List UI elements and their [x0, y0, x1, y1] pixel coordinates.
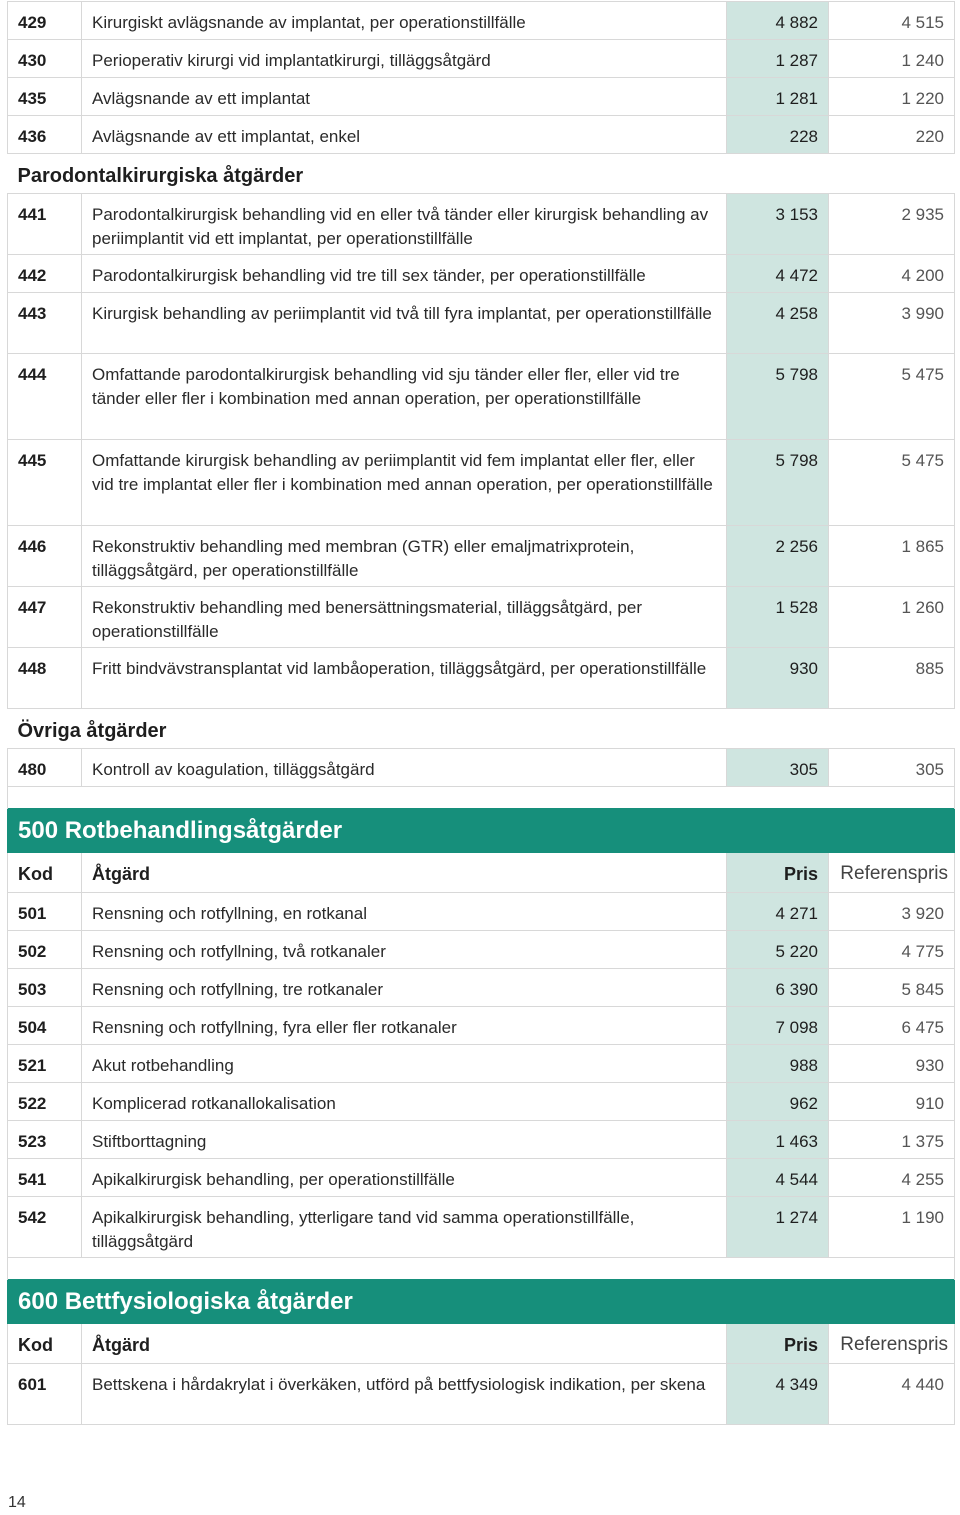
row-price: 1 528	[727, 587, 829, 648]
row-description: Kirurgisk behandling av periimplantit vid två till fyra implantat, per operationstillfälle	[82, 293, 727, 354]
column-header-action: Åtgärd	[82, 1324, 727, 1364]
row-code: 522	[8, 1083, 82, 1121]
subsection-heading-row	[8, 709, 955, 749]
row-reference-price: 5 475	[829, 354, 955, 440]
row-code: 502	[8, 931, 82, 969]
row-price: 4 472	[727, 255, 829, 293]
row-code: 429	[8, 2, 82, 40]
table-row	[8, 255, 955, 293]
column-header-price: Pris	[727, 853, 829, 893]
row-description: Apikalkirurgisk behandling, per operationstillfälle	[82, 1159, 727, 1197]
row-description: Komplicerad rotkanallokalisation	[82, 1083, 727, 1121]
row-description: Kontroll av koagulation, tilläggsåtgärd	[82, 749, 727, 787]
row-code: 542	[8, 1197, 82, 1258]
column-header-code: Kod	[8, 1324, 82, 1364]
row-code: 443	[8, 293, 82, 354]
section-title: 600 Bettfysiologiska åtgärder	[8, 1280, 955, 1324]
table-row	[8, 1045, 955, 1083]
row-reference-price: 4 200	[829, 255, 955, 293]
row-code: 430	[8, 40, 82, 78]
row-description: Rensning och rotfyllning, tre rotkanaler	[82, 969, 727, 1007]
subsection-title: Övriga åtgärder	[17, 720, 167, 742]
row-price: 305	[727, 749, 829, 787]
row-reference-price: 305	[829, 749, 955, 787]
row-code: 503	[8, 969, 82, 1007]
row-description: Rensning och rotfyllning, en rotkanal	[82, 893, 727, 931]
row-price: 4 258	[727, 293, 829, 354]
row-description: Rekonstruktiv behandling med membran (GTR) eller emaljmatrixprotein, tilläggsåtgärd, per operationstillfälle	[82, 526, 727, 587]
row-price: 7 098	[727, 1007, 829, 1045]
row-description: Parodontalkirurgisk behandling vid tre till sex tänder, per operationstillfälle	[82, 255, 727, 293]
row-reference-price: 6 475	[829, 1007, 955, 1045]
row-reference-price: 3 920	[829, 893, 955, 931]
table-row	[8, 587, 955, 648]
column-header-code: Kod	[8, 853, 82, 893]
row-reference-price: 4 255	[829, 1159, 955, 1197]
row-code: 448	[8, 648, 82, 709]
table-row	[8, 1197, 955, 1258]
row-reference-price: 1 190	[829, 1197, 955, 1258]
table-row	[8, 78, 955, 116]
row-code: 441	[8, 194, 82, 255]
row-reference-price: 220	[829, 116, 955, 154]
row-reference-price: 5 475	[829, 440, 955, 526]
row-description: Parodontalkirurgisk behandling vid en eller två tänder eller kirurgisk behandling av periimplantit vid ett implantat, per operationstillfälle	[82, 194, 727, 255]
column-header-row	[8, 853, 955, 893]
table-row	[8, 1364, 955, 1425]
spacer-row	[8, 1258, 955, 1280]
row-price: 4 882	[727, 2, 829, 40]
table-row	[8, 1083, 955, 1121]
row-description: Fritt bindvävstransplantat vid lambåoperation, tilläggsåtgärd, per operationstillfälle	[82, 648, 727, 709]
row-reference-price: 4 775	[829, 931, 955, 969]
table-row	[8, 293, 955, 354]
row-price: 5 220	[727, 931, 829, 969]
table-row	[8, 893, 955, 931]
row-code: 521	[8, 1045, 82, 1083]
row-reference-price: 910	[829, 1083, 955, 1121]
table-row	[8, 1007, 955, 1045]
row-price: 1 274	[727, 1197, 829, 1258]
row-description: Rekonstruktiv behandling med benersättningsmaterial, tilläggsåtgärd, per operationstillfälle	[82, 587, 727, 648]
subsection-title: Parodontalkirurgiska åtgärder	[17, 165, 304, 187]
row-reference-price: 4 515	[829, 2, 955, 40]
row-description: Perioperativ kirurgi vid implantatkirurgi, tilläggsåtgärd	[82, 40, 727, 78]
row-code: 435	[8, 78, 82, 116]
row-price: 1 287	[727, 40, 829, 78]
row-reference-price: 3 990	[829, 293, 955, 354]
row-price: 988	[727, 1045, 829, 1083]
row-code: 523	[8, 1121, 82, 1159]
row-code: 501	[8, 893, 82, 931]
row-price: 1 463	[727, 1121, 829, 1159]
table-row	[8, 1121, 955, 1159]
table-row	[8, 440, 955, 526]
row-code: 444	[8, 354, 82, 440]
row-reference-price: 2 935	[829, 194, 955, 255]
column-header-price: Pris	[727, 1324, 829, 1364]
row-price: 4 271	[727, 893, 829, 931]
row-description: Kirurgiskt avlägsnande av implantat, per operationstillfälle	[82, 2, 727, 40]
price-list-document	[7, 1, 954, 1425]
row-description: Omfattande parodontalkirurgisk behandling vid sju tänder eller fler, eller vid tre tänder eller fler i kombination med annan operation, per operationstillfälle	[82, 354, 727, 440]
column-header-reference-price: Referenspris	[829, 1324, 955, 1364]
row-price: 1 281	[727, 78, 829, 116]
table-row	[8, 1159, 955, 1197]
row-price: 5 798	[727, 354, 829, 440]
section-heading-row	[8, 809, 955, 853]
section-heading-row	[8, 1280, 955, 1324]
table-row	[8, 116, 955, 154]
row-description: Stiftborttagning	[82, 1121, 727, 1159]
table-row	[8, 931, 955, 969]
row-price: 962	[727, 1083, 829, 1121]
row-description: Bettskena i hårdakrylat i överkäken, utförd på bettfysiologisk indikation, per skena	[82, 1364, 727, 1425]
row-price: 4 544	[727, 1159, 829, 1197]
table-row	[8, 969, 955, 1007]
row-price: 5 798	[727, 440, 829, 526]
row-reference-price: 930	[829, 1045, 955, 1083]
column-header-action: Åtgärd	[82, 853, 727, 893]
row-description: Akut rotbehandling	[82, 1045, 727, 1083]
row-reference-price: 5 845	[829, 969, 955, 1007]
row-code: 445	[8, 440, 82, 526]
row-price: 6 390	[727, 969, 829, 1007]
row-code: 601	[8, 1364, 82, 1425]
row-reference-price: 1 220	[829, 78, 955, 116]
row-reference-price: 1 260	[829, 587, 955, 648]
row-description: Avlägsnande av ett implantat, enkel	[82, 116, 727, 154]
table-row	[8, 648, 955, 709]
row-code: 442	[8, 255, 82, 293]
price-table	[7, 1, 955, 1425]
subsection-heading-row	[8, 154, 955, 194]
row-code: 504	[8, 1007, 82, 1045]
row-code: 541	[8, 1159, 82, 1197]
row-price: 3 153	[727, 194, 829, 255]
row-code: 447	[8, 587, 82, 648]
table-row	[8, 2, 955, 40]
row-reference-price: 1 375	[829, 1121, 955, 1159]
table-row	[8, 40, 955, 78]
row-reference-price: 4 440	[829, 1364, 955, 1425]
table-row	[8, 526, 955, 587]
row-description: Rensning och rotfyllning, två rotkanaler	[82, 931, 727, 969]
row-code: 446	[8, 526, 82, 587]
column-header-row	[8, 1324, 955, 1364]
spacer-row	[8, 787, 955, 809]
row-code: 436	[8, 116, 82, 154]
row-price: 930	[727, 648, 829, 709]
table-row	[8, 354, 955, 440]
row-price: 2 256	[727, 526, 829, 587]
row-description: Avlägsnande av ett implantat	[82, 78, 727, 116]
row-reference-price: 885	[829, 648, 955, 709]
row-code: 480	[8, 749, 82, 787]
column-header-reference-price: Referenspris	[829, 853, 955, 893]
row-description: Omfattande kirurgisk behandling av periimplantit vid fem implantat eller fler, eller vid tre implantat eller fler i kombination med annan operation, per operationstillfälle	[82, 440, 727, 526]
table-row	[8, 194, 955, 255]
row-price: 4 349	[727, 1364, 829, 1425]
row-description: Rensning och rotfyllning, fyra eller fler rotkanaler	[82, 1007, 727, 1045]
section-title: 500 Rotbehandlingsåtgärder	[8, 809, 955, 853]
page-number: 14	[8, 1494, 26, 1511]
row-description: Apikalkirurgisk behandling, ytterligare tand vid samma operationstillfälle, tilläggsåtgärd	[82, 1197, 727, 1258]
table-row	[8, 749, 955, 787]
row-reference-price: 1 865	[829, 526, 955, 587]
row-reference-price: 1 240	[829, 40, 955, 78]
row-price: 228	[727, 116, 829, 154]
